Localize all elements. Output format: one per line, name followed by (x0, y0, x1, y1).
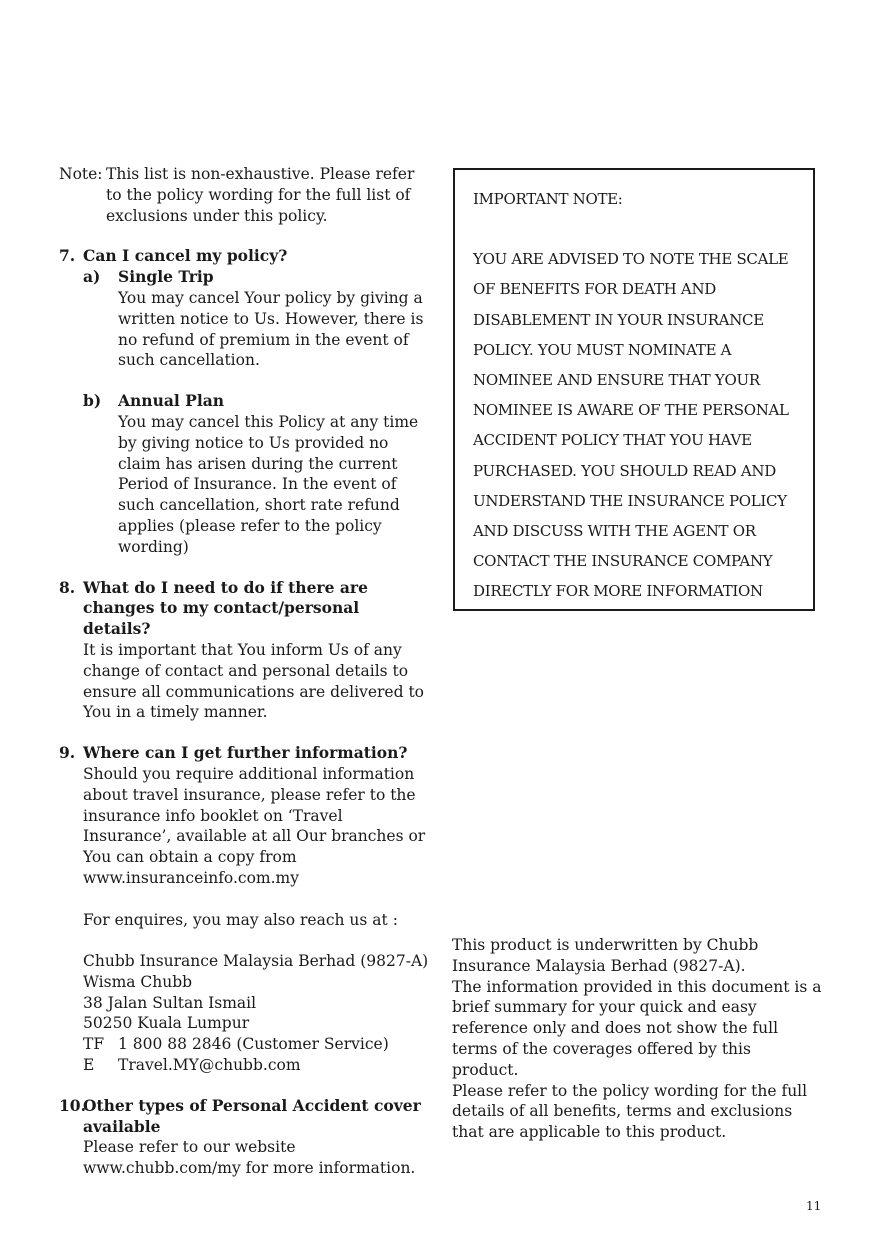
important-note-line: POLICY. YOU MUST NOMINATE A (473, 340, 732, 359)
section-further-information (59, 743, 431, 1076)
disclaimer-paragraph: This product is underwritten by Chubb Insurance Malaysia Berhad (9827-A). (452, 936, 759, 975)
important-note-line: AND DISCUSS WITH THE AGENT OR (473, 522, 756, 541)
note-text: This list is non-exhaustive. Please refer to the policy wording for the full list of exclusions under this policy. (106, 165, 415, 225)
enquiries-text: For enquires, you may also reach us at : (83, 910, 398, 929)
section-title: Other types of Personal Accident cover available (83, 1095, 421, 1136)
important-note-line: UNDERSTAND THE INSURANCE POLICY (473, 491, 787, 510)
section-other-cover (59, 1096, 431, 1179)
exclusions-note (59, 164, 431, 226)
section-text: Please refer to our website www.chubb.com/my for more information. (83, 1138, 416, 1178)
subsection-single-trip (83, 267, 431, 371)
note-label: Note: (59, 165, 103, 183)
left-column (59, 164, 431, 1179)
section-title: What do I need to do if there are changes to my contact/personal details? (83, 577, 368, 639)
underwriter-disclaimer (452, 935, 822, 1143)
section-number: 9. (59, 743, 76, 763)
subsection-label: b) (83, 391, 102, 411)
section-number: 7. (59, 246, 76, 266)
important-note-line: NOMINEE IS AWARE OF THE PERSONAL (473, 401, 789, 420)
important-note-title: IMPORTANT NOTE: (473, 190, 623, 208)
subsection-title: Annual Plan (118, 391, 225, 411)
subsection-text: You may cancel this Policy at any time by giving notice to Us provided no claim has arisen during the current Period of Insurance. In the event of such cancellation, short rate refund applies (please refer to the policy wording) (118, 412, 419, 556)
phone-number: 1 800 88 2846 (Customer Service) (118, 1035, 389, 1054)
email-row (83, 1055, 431, 1076)
important-note-line: DIRECTLY FOR MORE INFORMATION (473, 582, 763, 601)
company-name: Chubb Insurance Malaysia Berhad (9827-A) (83, 952, 429, 971)
email-label: E (83, 1056, 95, 1075)
important-note-line: NOMINEE AND ENSURE THAT YOUR (473, 371, 760, 390)
important-note-line: PURCHASED. YOU SHOULD READ AND (473, 461, 776, 480)
email-address: Travel.MY@chubb.com (118, 1056, 301, 1075)
important-note-line: OF BENEFITS FOR DEATH AND (473, 280, 716, 299)
disclaimer-paragraph: The information provided in this document is a brief summary for your quick and easy reference only and does not show the full terms of the coverages offered by this product. (452, 977, 822, 1079)
address-city: 50250 Kuala Lumpur (83, 1014, 250, 1033)
section-number: 10. (59, 1095, 86, 1115)
address-building: Wisma Chubb (83, 972, 193, 991)
important-note-box (453, 168, 815, 611)
section-text: Should you require additional information about travel insurance, please refer to the insurance info booklet on ‘Travel Insurance’, available at all Our branches or You can obtain a copy from www.insuranceinfo.com.my (83, 764, 426, 887)
section-title: Where can I get further information? (83, 743, 408, 763)
subsection-annual-plan (83, 391, 431, 557)
important-note-line: CONTACT THE INSURANCE COMPANY (473, 552, 773, 571)
section-text: It is important that You inform Us of any change of contact and personal details to ensure all communications are delivered to You in a timely manner. (83, 640, 424, 722)
section-title: Can I cancel my policy? (83, 246, 288, 266)
important-note-line: YOU ARE ADVISED TO NOTE THE SCALE (473, 250, 789, 269)
subsection-title: Single Trip (118, 267, 214, 287)
subsection-text: You may cancel Your policy by giving a written notice to Us. However, there is no refund of premium in the event of such cancellation. (118, 288, 424, 370)
subsection-label: a) (83, 267, 101, 287)
phone-row (83, 1034, 431, 1055)
phone-label: TF (83, 1035, 105, 1054)
section-number: 8. (59, 577, 76, 597)
section-contact-details (59, 578, 431, 724)
section-cancel-policy (59, 246, 431, 557)
important-note-line: DISABLEMENT IN YOUR INSURANCE (473, 310, 764, 329)
important-note-line: ACCIDENT POLICY THAT YOU HAVE (473, 431, 752, 450)
disclaimer-paragraph: Please refer to the policy wording for the full details of all benefits, terms and exclusions that are applicable to this product. (452, 1081, 808, 1142)
page-number: 11 (806, 1199, 822, 1213)
address-street: 38 Jalan Sultan Ismail (83, 993, 257, 1012)
